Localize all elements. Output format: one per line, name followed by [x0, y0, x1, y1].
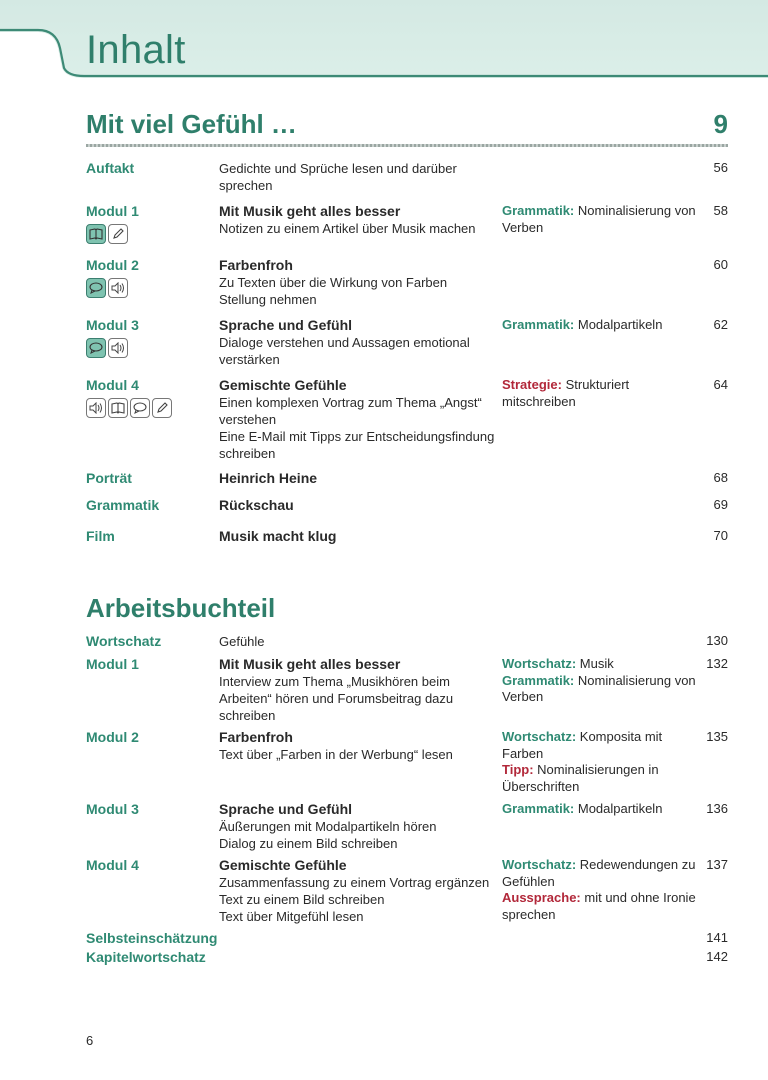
row-side — [502, 377, 702, 410]
side-text: Strukturiert — [565, 377, 630, 392]
row-content — [219, 633, 499, 650]
row-line: Dialog zu einem Bild schreiben — [219, 836, 398, 851]
row-label: Modul 3 — [86, 317, 139, 333]
row-label: Modul 2 — [86, 257, 139, 273]
row-label: Modul 1 — [86, 656, 139, 672]
row-label: Selbsteinschätzung — [86, 930, 218, 946]
row-title: Mit Musik geht alles besser — [219, 656, 401, 672]
row-content — [219, 470, 499, 487]
side-text: Modalpartikeln — [577, 801, 663, 816]
row-label: Modul 4 — [86, 377, 139, 393]
side-text: mitschreiben — [502, 393, 576, 409]
section-title-1: Mit viel Gefühl … — [86, 109, 297, 139]
row-label: Wortschatz — [86, 633, 162, 649]
side-text: Nominalisierung von — [577, 203, 696, 218]
row-title: Sprache und Gefühl — [219, 801, 353, 817]
row-line: Text über Mitgefühl lesen — [219, 909, 364, 924]
row-label: Modul 4 — [86, 857, 139, 873]
side-text: Komposita mit — [579, 729, 663, 744]
row-title: Mit Musik geht alles besser — [219, 203, 401, 219]
side-key: Strategie: — [502, 377, 562, 392]
row-title: Farbenfroh — [219, 729, 293, 745]
row-title: Rückschau — [219, 497, 294, 513]
side-text: Redewendungen zu — [579, 857, 696, 872]
section-title-2: Arbeitsbuchteil — [86, 593, 276, 623]
page-ref: 69 — [713, 497, 728, 512]
side-text: Nominalisierung von — [577, 672, 696, 688]
row-content — [219, 317, 499, 368]
row-line: Einen komplexen Vortrag zum Thema „Angst“ — [219, 395, 482, 410]
row-line: sprechen — [219, 178, 273, 193]
row-line: Text zu einem Bild schreiben — [219, 892, 385, 907]
row-title: Heinrich Heine — [219, 470, 318, 486]
skill-icons — [86, 278, 128, 300]
row-content — [219, 257, 499, 308]
page-number: 6 — [86, 1033, 94, 1048]
row-label: Grammatik — [86, 497, 160, 513]
row-title: Farbenfroh — [219, 257, 293, 273]
row-content — [219, 656, 499, 724]
row-line: verstärken — [219, 352, 280, 367]
side-text: sprechen — [502, 906, 556, 922]
row-title: Sprache und Gefühl — [219, 317, 353, 333]
row-label: Kapitelwortschatz — [86, 949, 206, 965]
row-label: Modul 3 — [86, 801, 139, 817]
row-line: Arbeiten“ hören und Forumsbeitrag dazu — [219, 691, 454, 706]
row-label: Modul 2 — [86, 729, 139, 745]
row-line: verstehen — [219, 412, 277, 427]
side-text: Gefühlen — [502, 873, 555, 889]
speech-bubble-icon — [130, 398, 150, 418]
row-side — [502, 729, 702, 795]
pencil-icon — [108, 224, 128, 244]
speech-bubble-icon — [86, 338, 106, 358]
row-line: schreiben — [219, 708, 276, 723]
row-line: Text über „Farben in der Werbung“ lesen — [219, 747, 453, 762]
audio-icon — [108, 278, 128, 298]
side-text: Modalpartikeln — [577, 317, 663, 332]
row-side — [502, 801, 702, 818]
row-title: Gemischte Gefühle — [219, 377, 347, 393]
book-icon — [108, 398, 128, 418]
side-key: Grammatik: — [502, 203, 575, 218]
side-key: Grammatik: — [502, 801, 575, 816]
row-line: Äußerungen mit Modalpartikeln hören — [219, 819, 437, 834]
side-text: mit und ohne Ironie — [584, 890, 696, 905]
page-ref: 130 — [706, 633, 728, 648]
page-ref: 137 — [706, 857, 728, 872]
side-text: Verben — [502, 219, 544, 235]
side-text: Nominalisierungen in — [537, 762, 659, 777]
row-line: Gedichte und Sprüche lesen und darüber — [219, 161, 457, 176]
page-ref: 136 — [706, 801, 728, 816]
row-content — [219, 528, 499, 545]
side-key: Aussprache: — [502, 890, 581, 905]
row-content — [219, 203, 499, 237]
row-label: Porträt — [86, 470, 132, 486]
row-side — [502, 203, 702, 236]
side-text: Farben — [502, 745, 544, 761]
skill-icons — [86, 224, 128, 246]
row-content — [219, 160, 499, 194]
side-key: Grammatik: — [502, 672, 575, 688]
book-icon — [86, 224, 106, 244]
skill-icons — [86, 398, 172, 420]
page-ref: 141 — [706, 930, 728, 945]
page-ref: 135 — [706, 729, 728, 744]
speech-bubble-icon — [86, 278, 106, 298]
row-line: Dialoge verstehen und Aussagen emotional — [219, 335, 470, 350]
page-ref: 68 — [713, 470, 728, 485]
page-ref: 64 — [713, 377, 728, 392]
row-line: Notizen zu einem Artikel über Musik machen — [219, 221, 476, 236]
section-divider — [86, 144, 728, 147]
side-text: Verben — [502, 689, 544, 704]
audio-icon — [108, 338, 128, 358]
side-text: Überschriften — [502, 778, 580, 794]
side-key: Wortschatz: — [502, 857, 577, 872]
side-key: Tipp: — [502, 762, 534, 777]
row-line: Zusammenfassung zu einem Vortrag ergänzen — [219, 875, 490, 890]
page-ref: 56 — [713, 160, 728, 175]
row-content — [219, 729, 499, 763]
row-line: Zu Texten über die Wirkung von Farben — [219, 275, 448, 290]
row-title: Musik macht klug — [219, 528, 337, 544]
page-ref: 142 — [706, 949, 728, 964]
audio-icon — [86, 398, 106, 418]
pencil-icon — [152, 398, 172, 418]
row-label: Modul 1 — [86, 203, 139, 219]
row-content — [219, 801, 499, 852]
row-content — [219, 377, 499, 462]
row-line: Stellung nehmen — [219, 292, 317, 307]
page-ref: 58 — [713, 203, 728, 218]
skill-icons — [86, 338, 128, 360]
row-side — [502, 317, 702, 334]
row-label: Auftakt — [86, 160, 135, 176]
page-title: Inhalt — [86, 28, 186, 72]
row-side — [502, 857, 702, 923]
row-title: Gemischte Gefühle — [219, 857, 347, 873]
row-side — [502, 656, 702, 706]
section-number: 9 — [713, 109, 728, 139]
row-line: schreiben — [219, 446, 276, 461]
page-ref: 62 — [713, 317, 728, 332]
side-key: Wortschatz: — [502, 656, 577, 671]
page-ref: 70 — [713, 528, 728, 543]
row-line: Interview zum Thema „Musikhören beim — [219, 674, 450, 689]
side-key: Wortschatz: — [502, 729, 577, 744]
side-text: Musik — [579, 656, 614, 671]
row-line: Gefühle — [219, 634, 265, 649]
row-content — [219, 497, 499, 514]
side-key: Grammatik: — [502, 317, 575, 332]
page-ref: 132 — [706, 656, 728, 671]
page-ref: 60 — [713, 257, 728, 272]
row-label: Film — [86, 528, 115, 544]
row-content — [219, 857, 499, 925]
row-line: Eine E-Mail mit Tipps zur Entscheidungsfindung — [219, 429, 495, 444]
